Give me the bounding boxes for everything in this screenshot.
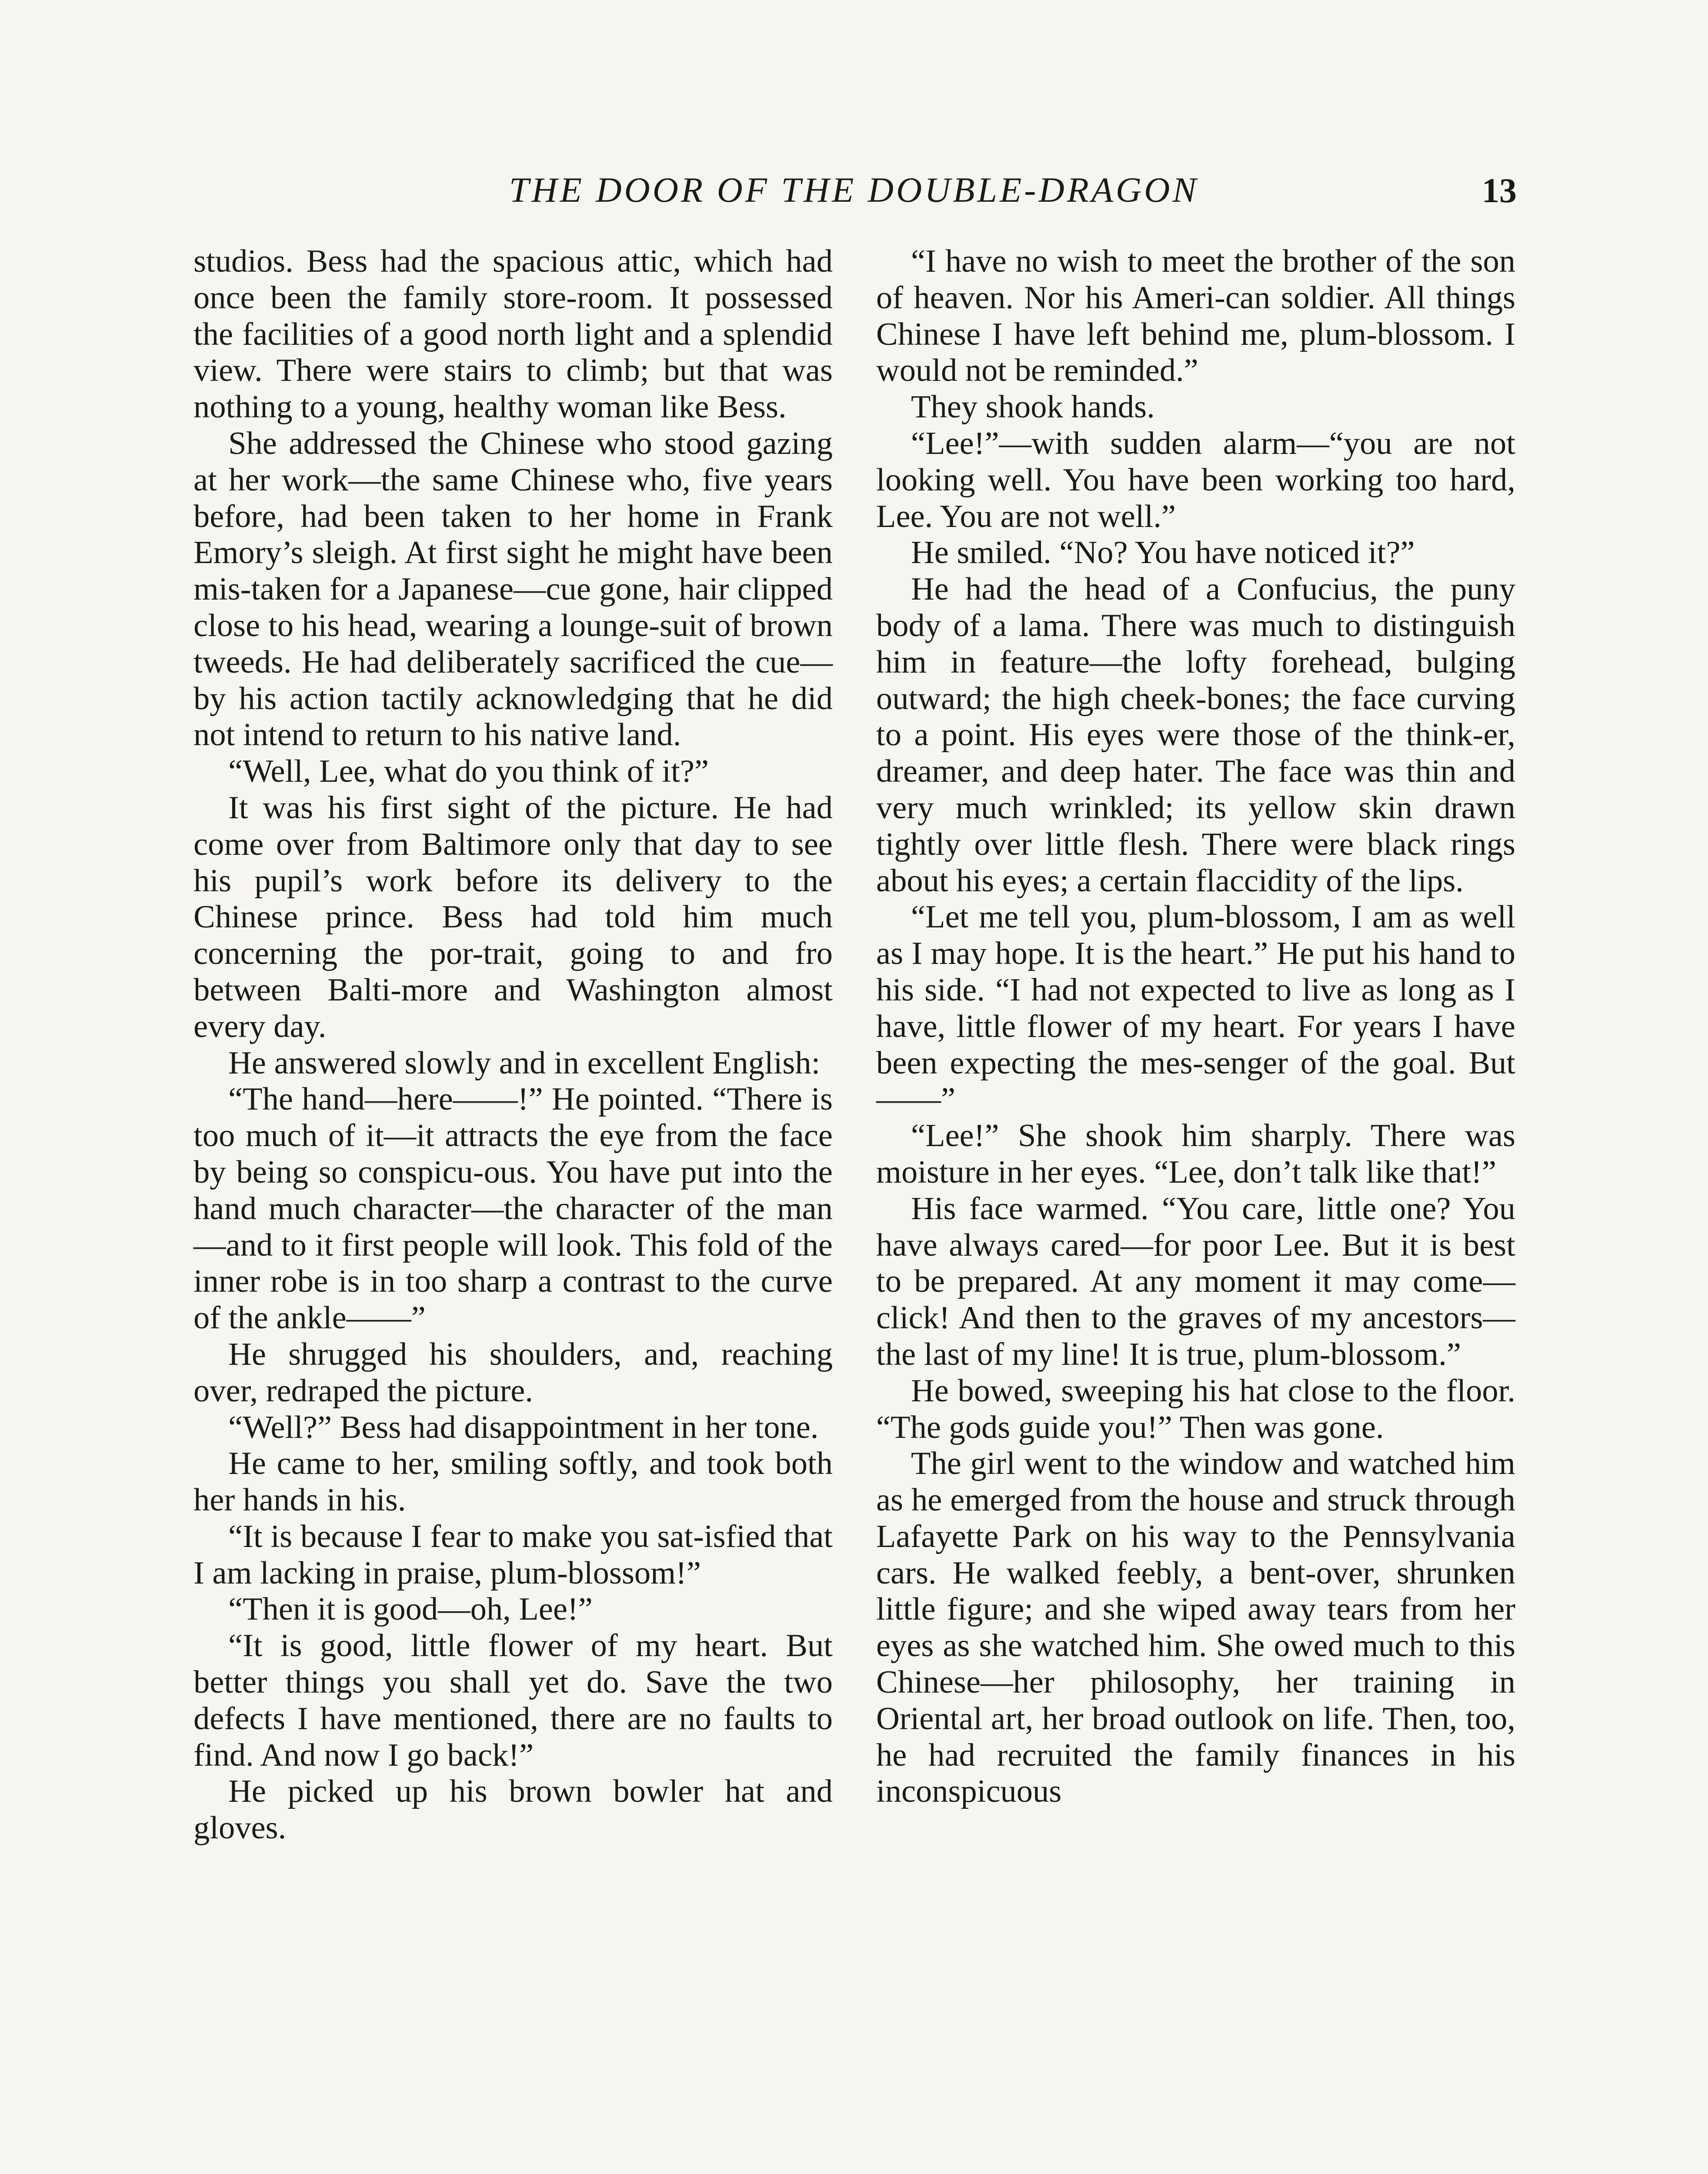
paragraph: He shrugged his shoulders, and, reaching over, redraped the picture. <box>193 1336 833 1409</box>
paragraph: “Then it is good—oh, Lee!” <box>228 1591 593 1627</box>
paragraph: It was his first sight of the picture. He had come over from Baltimore only that day to see his pupil’s work before its delivery to the Chinese prince. Bess had told him much concerning the por-trait, going to and fro between Balti-more and Washington almost every day. <box>193 790 833 1044</box>
paragraph: “The hand—here——!” He pointed. “There is too much of it—it attracts the eye from the face by being so conspicu-ous. You have put into the hand much character—the character of the man—and to it first people will look. This fold of the inner robe is in too sharp a contrast to the curve of the ankle——” <box>193 1081 833 1336</box>
paragraph: studios. Bess had the spacious attic, which had once been the family store-room. It possessed the facilities of a good north light and a splendid view. There were stairs to climb; but that was nothing to a young, healthy woman like Bess. <box>193 243 833 425</box>
running-title: THE DOOR OF THE DOUBLE-DRAGON <box>509 170 1199 210</box>
paragraph: “Lee!”—with sudden alarm—“you are not looking well. You have been working too hard, Lee. You are not well.” <box>876 425 1515 534</box>
paragraph: He bowed, sweeping his hat close to the floor. “The gods guide you!” Then was gone. <box>876 1373 1515 1445</box>
right-column <box>876 243 1515 1810</box>
page-number: 13 <box>1482 172 1517 210</box>
paragraph: “Well, Lee, what do you think of it?” <box>228 754 709 790</box>
left-column <box>193 243 833 1847</box>
paragraph: “It is because I fear to make you sat-isfied that I am lacking in praise, plum-blossom!” <box>193 1518 833 1591</box>
paragraph: “Let me tell you, plum-blossom, I am as well as I may hope. It is the heart.” He put his hand to his side. “I had not expected to live as long as I have, little flower of my heart. For years I have been expecting the mes-senger of the goal. But——” <box>876 899 1515 1117</box>
paragraph: The girl went to the window and watched him as he emerged from the house and struck through Lafayette Park on his way to the Pennsylvania cars. He walked feebly, a bent-over, shrunken little figure; and she wiped away tears from her eyes as she watched him. She owed much to this Chinese—her philosophy, her training in Oriental art, her broad outlook on life. Then, too, he had recruited the family finances in his inconspicuous <box>876 1446 1515 1810</box>
page-header <box>191 161 1517 226</box>
paragraph: “Well?” Bess had disappointment in her tone. <box>228 1409 819 1445</box>
paragraph: He had the head of a Confucius, the puny body of a lama. There was much to distinguish him in feature—the lofty forehead, bulging outward; the high cheek-bones; the face curving to a point. His eyes were those of the think-er, dreamer, and deep hater. The face was thin and very much wrinkled; its yellow skin drawn tightly over little flesh. There were black rings about his eyes; a certain flaccidity of the lips. <box>876 571 1515 899</box>
paragraph: “It is good, little flower of my heart. But better things you shall yet do. Save the two defects I have mentioned, there are no faults to find. And now I go back!” <box>193 1628 833 1773</box>
paragraph: He picked up his brown bowler hat and gloves. <box>193 1774 833 1846</box>
paragraph: They shook hands. <box>911 389 1155 425</box>
paragraph: She addressed the Chinese who stood gazing at her work—the same Chinese who, five years before, had been taken to her home in Frank Emory’s sleigh. At first sight he might have been mis-taken for a Japanese—cue gone, hair clipped close to his head, wearing a lounge-suit of brown tweeds. He had deliberately sacrificed the cue—by his action tactily acknowledging that he did not intend to return to his native land. <box>193 425 833 753</box>
paragraph: “Lee!” She shook him sharply. There was moisture in her eyes. “Lee, don’t talk like that!” <box>876 1118 1515 1190</box>
paragraph: He answered slowly and in excellent English: <box>228 1045 821 1081</box>
paragraph: He smiled. “No? You have noticed it?” <box>911 535 1415 571</box>
paragraph: His face warmed. “You care, little one? You have always cared—for poor Lee. But it is best to be prepared. At any moment it may come—click! And then to the graves of my ancestors—the last of my line! It is true, plum-blossom.” <box>876 1190 1515 1372</box>
paragraph: “I have no wish to meet the brother of the son of heaven. Nor his Ameri-can soldier. All things Chinese I have left behind me, plum-blossom. I would not be reminded.” <box>876 243 1515 389</box>
paragraph: He came to her, smiling softly, and took both her hands in his. <box>193 1446 833 1518</box>
